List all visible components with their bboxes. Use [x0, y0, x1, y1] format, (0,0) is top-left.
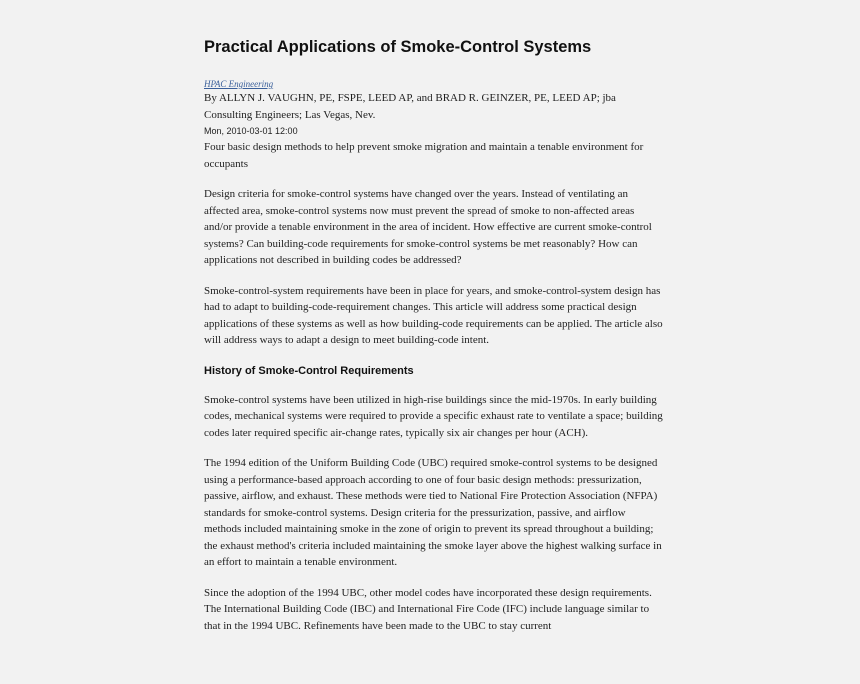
article-summary: Four basic design methods to help prevent smoke migration and maintain a tenable environment for occupants	[204, 141, 644, 170]
section-paragraph: Since the adoption of the 1994 UBC, other model codes have incorporated these design requirements. The International Building Code (IBC) and International Fire Code (IFC) include language similar to that in the 1994 UBC. Refinements have been made to the UBC to stay current	[204, 586, 652, 632]
source-link[interactable]: HPAC Engineering	[204, 79, 274, 89]
article	[204, 34, 664, 648]
publish-date: Mon, 2010-03-01 12:00	[204, 126, 298, 136]
article-title: Practical Applications of Smoke-Control Systems	[204, 38, 592, 56]
section-heading: History of Smoke-Control Requirements	[204, 364, 414, 377]
section-paragraph: Smoke-control systems have been utilized in high-rise buildings since the mid-1970s. In early building codes, mechanical systems were required to provide a specific exhaust rate to ventilate a space; building codes later required specific air-change rates, typically six air changes per hour (ACH).	[204, 393, 663, 439]
section-paragraph: The 1994 edition of the Uniform Building Code (UBC) required smoke-control systems to be designed using a performance-based approach according to one of four basic design methods: pressurization, passive, airflow, and exhaust. These methods were tied to National Fire Protection Association (NFPA) standards for smoke-control systems. Design criteria for the pressurization, passive, and airflow methods included maintaining smoke in the zone of origin to prevent its spread throughout a building; the exhaust method's criteria included maintaining the smoke layer above the highest walking surface in an effort to maintain a tenable environment.	[204, 457, 662, 568]
byline: By ALLYN J. VAUGHN, PE, FSPE, LEED AP, and BRAD R. GEINZER, PE, LEED AP; jba Consulting Engineers; Las Vegas, Nev.	[204, 92, 616, 121]
body-paragraph: Design criteria for smoke-control systems have changed over the years. Instead of ventilating an affected area, smoke-control systems now must prevent the spread of smoke to non-affected areas and/or provide a tenable environment in the area of incident. How effective are current smoke-control systems? Can building-code requirements for smoke-control systems be met reasonably? How can applications not described in building codes be addressed?	[204, 188, 652, 266]
body-paragraph: Smoke-control-system requirements have been in place for years, and smoke-control-system design has had to adapt to building-code-requirement changes. This article will address some practical design applications of these systems as well as how building-code requirements can be applied. The article also will address ways to adapt a design to meet building-code intent.	[204, 284, 663, 346]
